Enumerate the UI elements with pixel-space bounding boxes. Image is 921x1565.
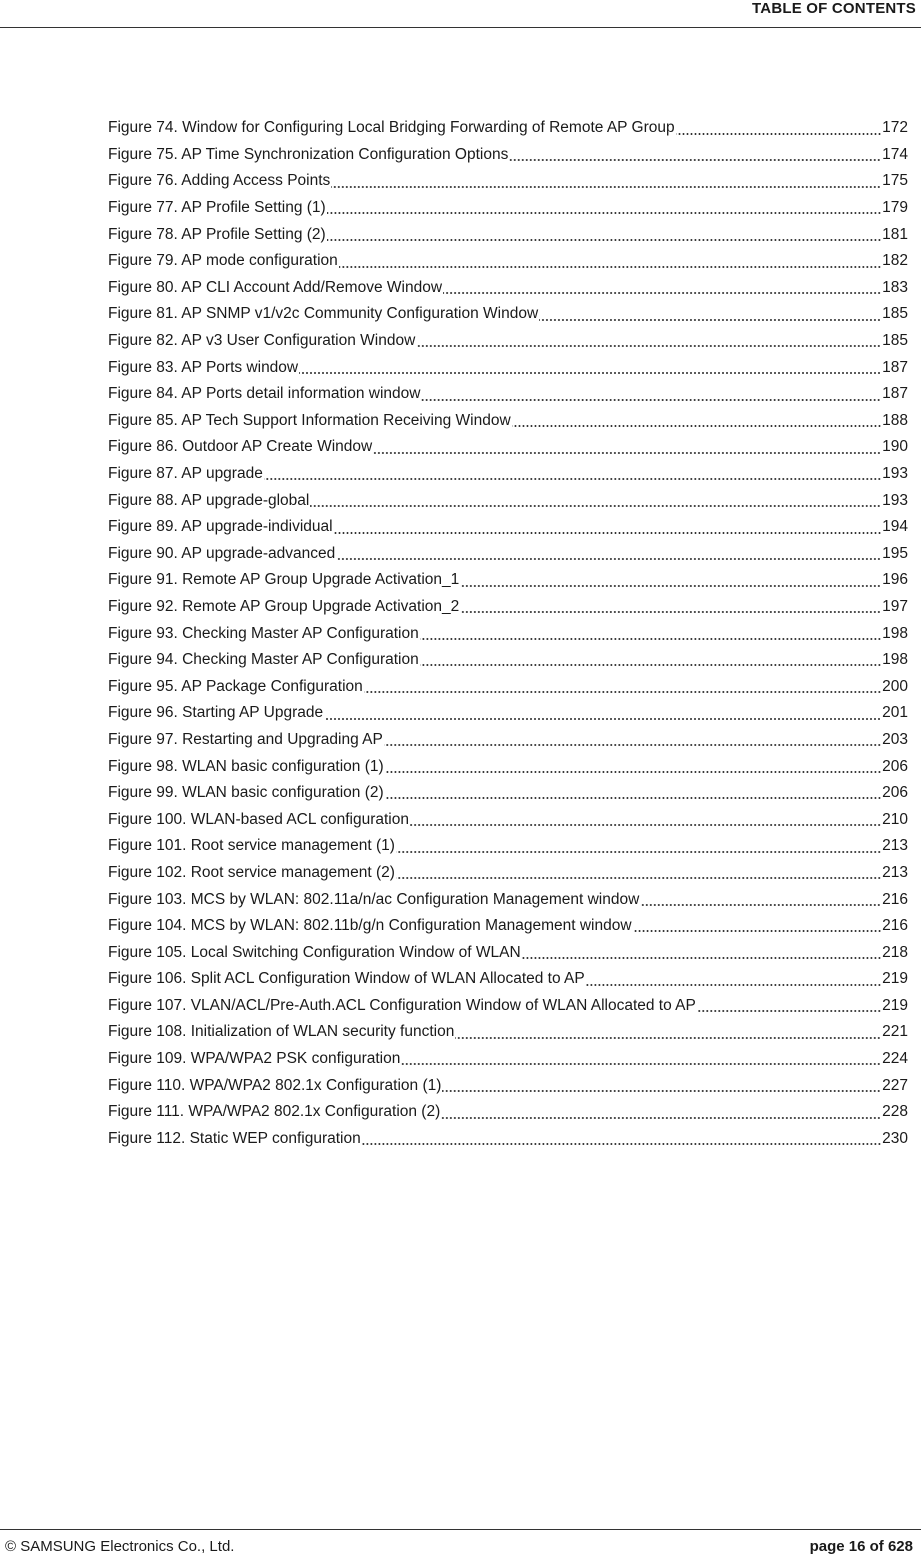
toc-entry-title[interactable]: Figure 95. AP Package Configuration: [108, 677, 363, 695]
toc-entry-page-number[interactable]: 196: [882, 571, 908, 589]
toc-entry-title[interactable]: Figure 74. Window for Configuring Local Bridging Forwarding of Remote AP Group: [108, 119, 675, 137]
dot-leader: [455, 1037, 881, 1039]
toc-entry[interactable]: [108, 461, 908, 488]
toc-entry-page-number[interactable]: 187: [882, 358, 908, 376]
toc-entry-title[interactable]: Figure 90. AP upgrade-advanced: [108, 544, 336, 562]
toc-entry-page-number[interactable]: 218: [882, 943, 908, 961]
toc-entry[interactable]: [108, 833, 908, 860]
toc-entry-page-number[interactable]: 219: [882, 970, 908, 988]
toc-entry-title[interactable]: Figure 81. AP SNMP v1/v2c Community Configuration Window: [108, 305, 539, 323]
toc-entry-title[interactable]: Figure 87. AP upgrade: [108, 465, 263, 483]
toc-entry-page-number[interactable]: 210: [882, 810, 908, 828]
toc-entry[interactable]: [108, 514, 908, 541]
toc-entry-page-number[interactable]: 198: [882, 624, 908, 642]
toc-entry-page-number[interactable]: 187: [882, 385, 908, 403]
toc-entry[interactable]: [108, 541, 908, 568]
toc-entry[interactable]: [108, 301, 908, 328]
toc-entry[interactable]: [108, 275, 908, 302]
toc-entry-title[interactable]: Figure 98. WLAN basic configuration (1): [108, 757, 384, 775]
toc-entry[interactable]: [108, 700, 908, 727]
toc-entry-title[interactable]: Figure 100. WLAN-based ACL configuration: [108, 810, 409, 828]
toc-entry-page-number[interactable]: 193: [882, 491, 908, 509]
dot-leader: [336, 558, 881, 560]
toc-entry-page-number[interactable]: 172: [882, 119, 908, 137]
toc-entry[interactable]: [108, 753, 908, 780]
toc-entry-page-number[interactable]: 230: [882, 1129, 908, 1147]
dot-leader: [331, 186, 881, 188]
dot-leader: [442, 1090, 881, 1092]
toc-entry-page-number[interactable]: 185: [882, 332, 908, 350]
toc-entry-page-number[interactable]: 203: [882, 730, 908, 748]
dot-leader: [396, 851, 881, 853]
toc-entry[interactable]: [108, 354, 908, 381]
toc-entry-title[interactable]: Figure 102. Root service management (2): [108, 863, 395, 881]
toc-entry-title[interactable]: Figure 106. Split ACL Configuration Window of WLAN Allocated to AP: [108, 970, 585, 988]
toc-entry[interactable]: [108, 408, 908, 435]
toc-entry-page-number[interactable]: 198: [882, 651, 908, 669]
dot-leader: [385, 771, 881, 773]
toc-entry-page-number[interactable]: 182: [882, 252, 908, 270]
dot-leader: [384, 744, 881, 746]
toc-entry-page-number[interactable]: 190: [882, 438, 908, 456]
toc-entry[interactable]: [108, 620, 908, 647]
toc-entry[interactable]: [108, 221, 908, 248]
dot-leader: [299, 372, 881, 374]
toc-entry-title[interactable]: Figure 107. VLAN/ACL/Pre-Auth.ACL Configuration Window of WLAN Allocated to AP: [108, 996, 696, 1014]
dot-leader: [310, 505, 881, 507]
toc-entry-title[interactable]: Figure 104. MCS by WLAN: 802.11b/g/n Configuration Management window: [108, 917, 632, 935]
dot-leader: [373, 452, 881, 454]
toc-entry[interactable]: [108, 1099, 908, 1126]
toc-entry-title[interactable]: Figure 79. AP mode configuration: [108, 252, 338, 270]
toc-entry-title[interactable]: Figure 89. AP upgrade-individual: [108, 518, 333, 536]
toc-entry[interactable]: [108, 806, 908, 833]
toc-entry[interactable]: [108, 1046, 908, 1073]
toc-entry-title[interactable]: Figure 94. Checking Master AP Configuration: [108, 651, 419, 669]
toc-entry[interactable]: [108, 594, 908, 621]
toc-entry[interactable]: [108, 993, 908, 1020]
dot-leader: [324, 718, 881, 720]
table-of-figures: [108, 115, 908, 1152]
toc-entry[interactable]: [108, 168, 908, 195]
dot-leader: [697, 1010, 881, 1012]
dot-leader: [339, 266, 881, 268]
toc-entry-page-number[interactable]: 181: [882, 225, 908, 243]
dot-leader: [362, 1143, 881, 1145]
dot-leader: [327, 239, 881, 241]
toc-entry-title[interactable]: Figure 77. AP Profile Setting (1): [108, 199, 326, 217]
footer-page-number: page 16 of 628: [809, 1538, 913, 1555]
toc-entry-title[interactable]: Figure 111. WPA/WPA2 802.1x Configuration (2): [108, 1103, 441, 1121]
toc-entry-title[interactable]: Figure 109. WPA/WPA2 PSK configuration: [108, 1050, 401, 1068]
toc-entry-title[interactable]: Figure 91. Remote AP Group Upgrade Activation_1: [108, 571, 460, 589]
toc-entry[interactable]: [108, 115, 908, 142]
dot-leader: [509, 159, 881, 161]
toc-entry-page-number[interactable]: 201: [882, 704, 908, 722]
toc-entry-page-number[interactable]: 221: [882, 1023, 908, 1041]
toc-entry-page-number[interactable]: 206: [882, 757, 908, 775]
toc-entry[interactable]: [108, 673, 908, 700]
footer-divider: [0, 1529, 921, 1530]
toc-entry-page-number[interactable]: 197: [882, 597, 908, 615]
toc-entry[interactable]: [108, 381, 908, 408]
toc-entry[interactable]: [108, 142, 908, 169]
toc-entry-page-number[interactable]: 188: [882, 411, 908, 429]
dot-leader: [420, 638, 881, 640]
toc-entry-page-number[interactable]: 194: [882, 518, 908, 536]
toc-entry-title[interactable]: Figure 93. Checking Master AP Configuration: [108, 624, 419, 642]
toc-entry-title[interactable]: Figure 105. Local Switching Configuration Window of WLAN: [108, 943, 521, 961]
toc-entry[interactable]: [108, 647, 908, 674]
toc-entry-title[interactable]: Figure 112. Static WEP configuration: [108, 1129, 361, 1147]
toc-entry-title[interactable]: Figure 80. AP CLI Account Add/Remove Window: [108, 278, 443, 296]
toc-entry[interactable]: [108, 913, 908, 940]
dot-leader: [416, 345, 881, 347]
toc-entry-page-number[interactable]: 216: [882, 917, 908, 935]
toc-entry-title[interactable]: Figure 99. WLAN basic configuration (2): [108, 784, 384, 802]
dot-leader: [676, 133, 882, 135]
toc-entry-title[interactable]: Figure 83. AP Ports window: [108, 358, 299, 376]
toc-entry-page-number[interactable]: 183: [882, 278, 908, 296]
header-divider: [0, 27, 921, 28]
toc-entry-page-number[interactable]: 213: [882, 837, 908, 855]
toc-entry[interactable]: [108, 780, 908, 807]
toc-entry-page-number[interactable]: 193: [882, 465, 908, 483]
dot-leader: [421, 399, 881, 401]
toc-entry-title[interactable]: Figure 86. Outdoor AP Create Window: [108, 438, 373, 456]
toc-entry[interactable]: [108, 886, 908, 913]
dot-leader: [401, 1063, 881, 1065]
dot-leader: [586, 984, 881, 986]
toc-entry-title[interactable]: Figure 97. Restarting and Upgrading AP: [108, 730, 383, 748]
toc-entry-page-number[interactable]: 227: [882, 1076, 908, 1094]
dot-leader: [539, 319, 881, 321]
toc-entry-title[interactable]: Figure 75. AP Time Synchronization Configuration Options: [108, 145, 509, 163]
toc-entry-title[interactable]: Figure 84. AP Ports detail information window: [108, 385, 421, 403]
toc-entry-title[interactable]: Figure 110. WPA/WPA2 802.1x Configuration (1): [108, 1076, 442, 1094]
toc-entry[interactable]: [108, 966, 908, 993]
dot-leader: [385, 797, 881, 799]
toc-entry-page-number[interactable]: 213: [882, 863, 908, 881]
toc-entry-title[interactable]: Figure 108. Initialization of WLAN security function: [108, 1023, 455, 1041]
toc-entry[interactable]: [108, 248, 908, 275]
toc-entry-title[interactable]: Figure 88. AP upgrade-global: [108, 491, 310, 509]
toc-entry[interactable]: [108, 939, 908, 966]
dot-leader: [264, 478, 881, 480]
dot-leader: [522, 957, 881, 959]
toc-entry-page-number[interactable]: 195: [882, 544, 908, 562]
toc-entry-page-number[interactable]: 200: [882, 677, 908, 695]
toc-entry[interactable]: [108, 567, 908, 594]
toc-entry-page-number[interactable]: 216: [882, 890, 908, 908]
toc-entry[interactable]: [108, 1019, 908, 1046]
dot-leader: [420, 664, 881, 666]
toc-entry[interactable]: [108, 434, 908, 461]
toc-entry-page-number[interactable]: 175: [882, 172, 908, 190]
toc-entry[interactable]: [108, 860, 908, 887]
toc-entry-page-number[interactable]: 206: [882, 784, 908, 802]
toc-entry-title[interactable]: Figure 85. AP Tech Support Information Receiving Window: [108, 411, 511, 429]
dot-leader: [410, 824, 881, 826]
toc-entry-title[interactable]: Figure 96. Starting AP Upgrade: [108, 704, 324, 722]
dot-leader: [364, 691, 881, 693]
toc-entry-page-number[interactable]: 185: [882, 305, 908, 323]
toc-entry-title[interactable]: Figure 76. Adding Access Points: [108, 172, 331, 190]
toc-entry-title[interactable]: Figure 82. AP v3 User Configuration Window: [108, 332, 416, 350]
toc-entry[interactable]: [108, 727, 908, 754]
dot-leader: [460, 611, 881, 613]
dot-leader: [512, 425, 881, 427]
toc-entry[interactable]: [108, 1126, 908, 1153]
dot-leader: [441, 1117, 881, 1119]
toc-entry-page-number[interactable]: 219: [882, 996, 908, 1014]
toc-entry[interactable]: [108, 1072, 908, 1099]
dot-leader: [460, 585, 881, 587]
toc-entry[interactable]: [108, 328, 908, 355]
dot-leader: [443, 292, 881, 294]
toc-entry[interactable]: [108, 195, 908, 222]
toc-entry[interactable]: [108, 487, 908, 514]
toc-entry-page-number[interactable]: 228: [882, 1103, 908, 1121]
dot-leader: [396, 877, 881, 879]
toc-entry-page-number[interactable]: 174: [882, 145, 908, 163]
page-header-title: TABLE OF CONTENTS: [752, 0, 916, 17]
footer-copyright: © SAMSUNG Electronics Co., Ltd.: [5, 1538, 235, 1555]
dot-leader: [640, 904, 881, 906]
toc-entry-title[interactable]: Figure 103. MCS by WLAN: 802.11a/n/ac Configuration Management window: [108, 890, 640, 908]
toc-entry-page-number[interactable]: 224: [882, 1050, 908, 1068]
toc-entry-title[interactable]: Figure 92. Remote AP Group Upgrade Activation_2: [108, 597, 460, 615]
dot-leader: [334, 532, 882, 534]
dot-leader: [633, 930, 882, 932]
toc-entry-title[interactable]: Figure 78. AP Profile Setting (2): [108, 225, 326, 243]
toc-entry-page-number[interactable]: 179: [882, 199, 908, 217]
toc-entry-title[interactable]: Figure 101. Root service management (1): [108, 837, 395, 855]
dot-leader: [327, 212, 881, 214]
